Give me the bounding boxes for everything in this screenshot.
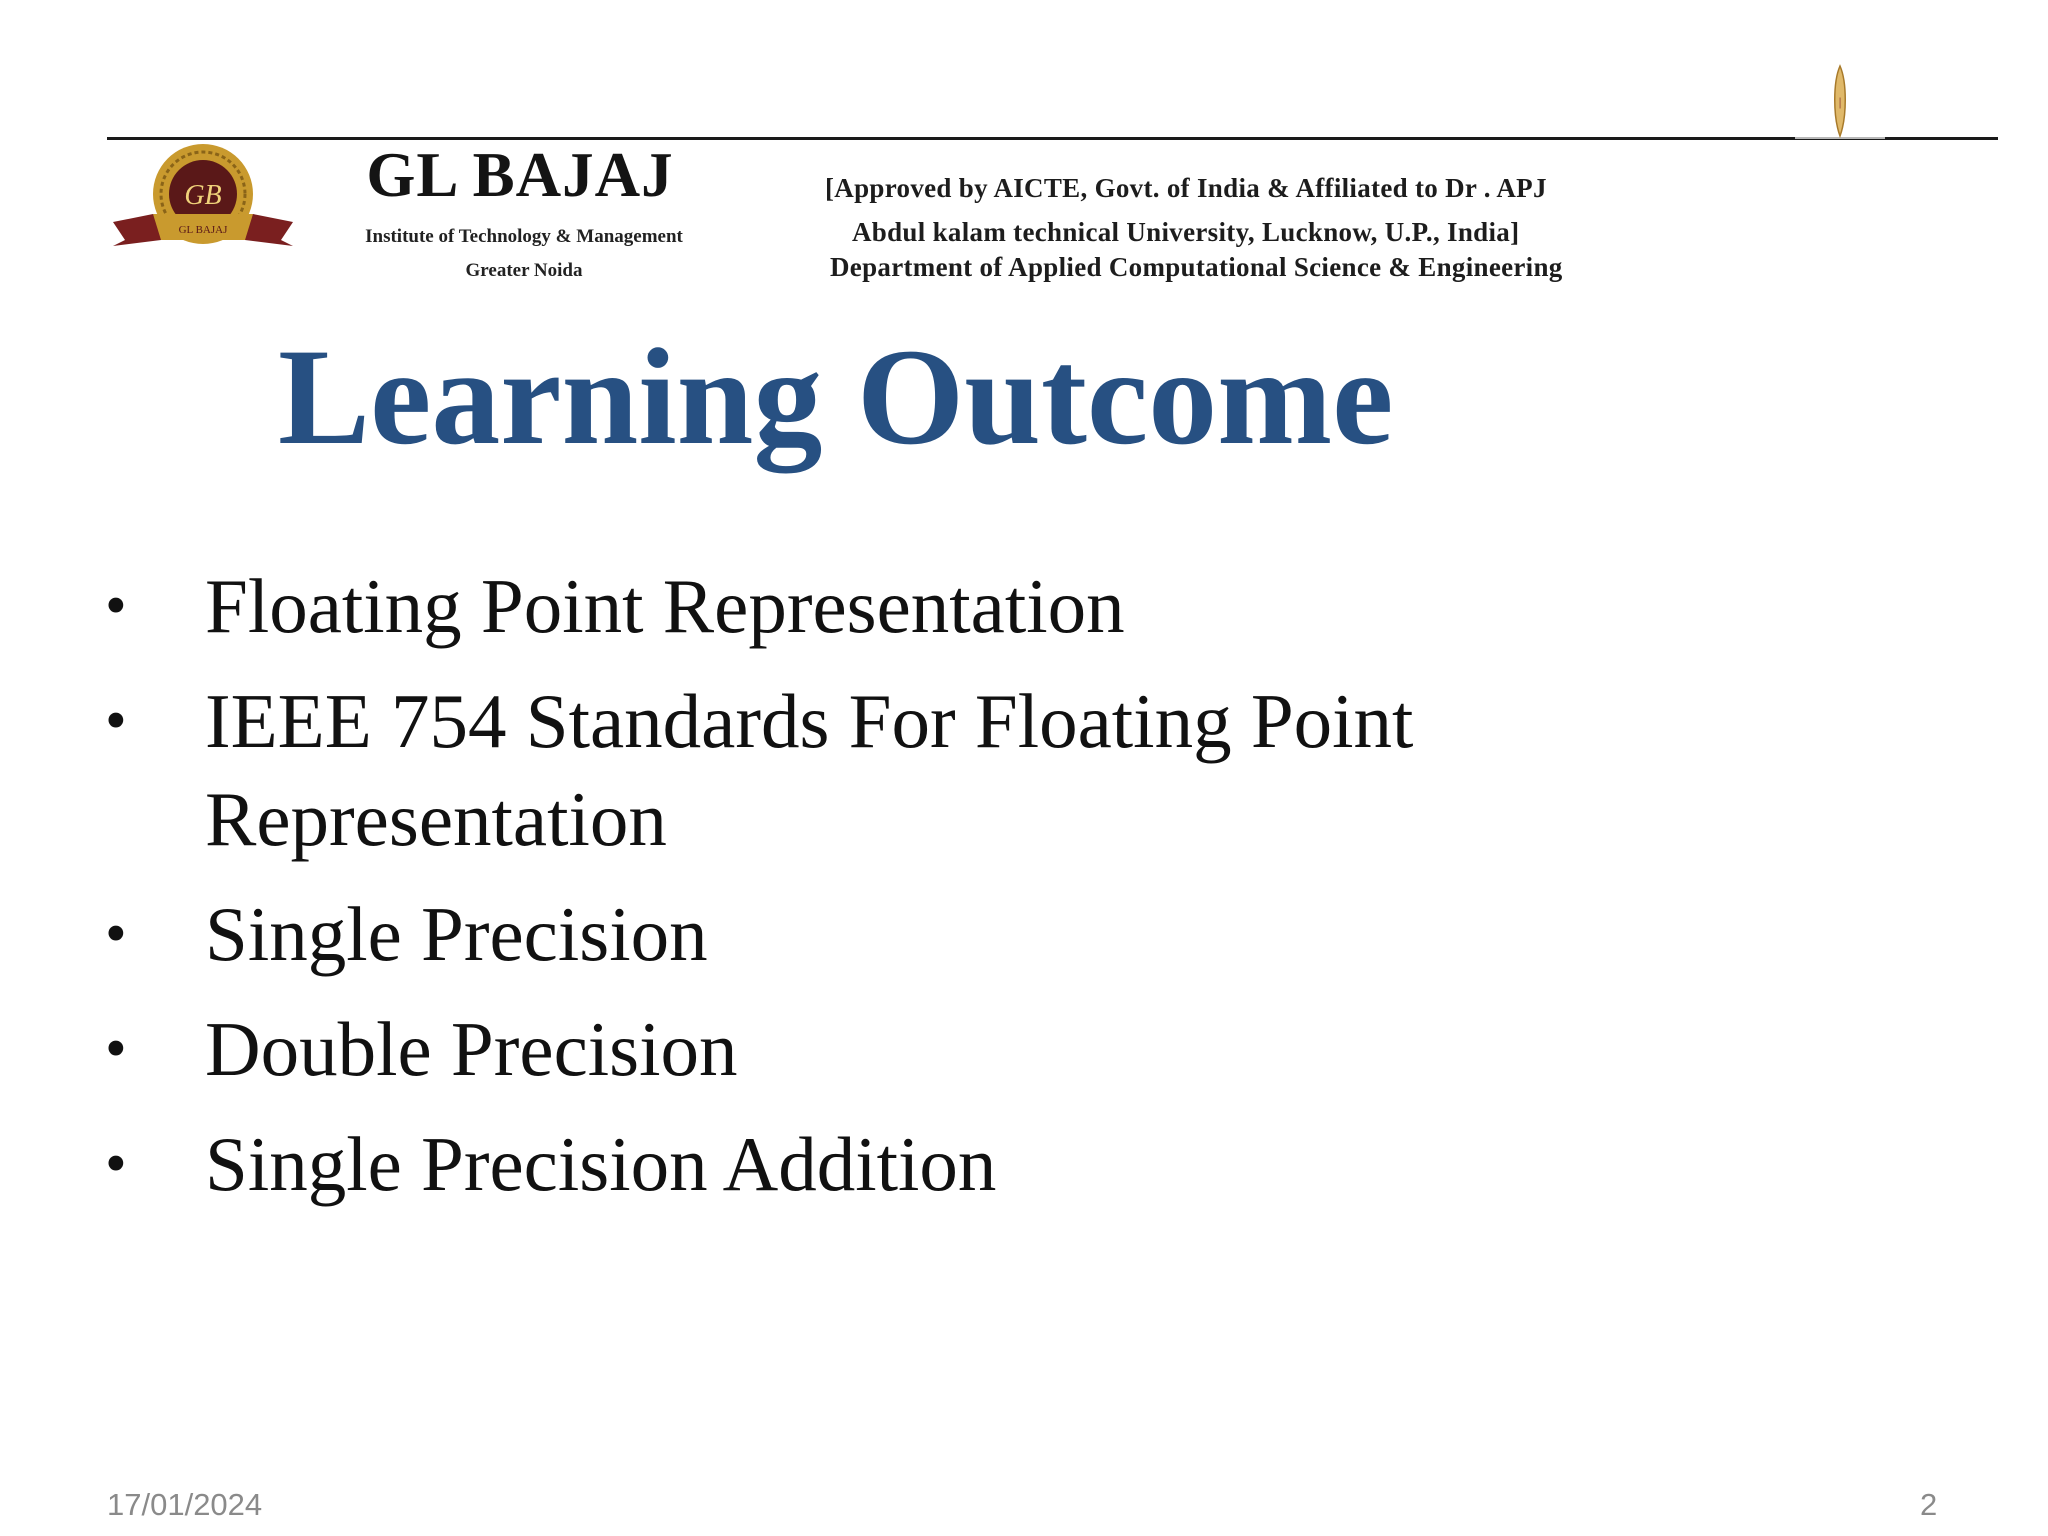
bullet-item — [105, 1000, 1605, 1098]
svg-text:|: | — [1838, 94, 1842, 109]
institute-subtitle: Institute of Technology & Management — [365, 226, 683, 247]
bullet-marker: • — [105, 572, 127, 640]
bullet-item — [105, 885, 1605, 983]
bullet-text: Single Precision Addition — [205, 1121, 997, 1207]
institute-location: Greater Noida — [465, 260, 583, 281]
bullet-item — [105, 672, 1605, 868]
approval-line: [Approved by AICTE, Govt. of India & Affiliated to Dr . APJ — [825, 173, 1547, 203]
department-line: Department of Applied Computational Science & Engineering — [830, 252, 1563, 282]
slide-title: Learning Outcome — [278, 320, 1394, 473]
bullet-marker: • — [105, 900, 127, 968]
bullet-text: IEEE 754 Standards For Floating Point Representation — [205, 678, 1414, 862]
institute-name: GL BAJAJ — [366, 140, 674, 210]
logo-ribbon-text: GL BAJAJ — [178, 224, 228, 236]
university-line: Abdul kalam technical University, Lucknow, U.P., India] — [852, 217, 1520, 247]
institute-header-banner — [105, 140, 1955, 298]
institute-logo — [105, 140, 301, 260]
bullet-text: Floating Point Representation — [205, 563, 1125, 649]
bullet-list — [105, 557, 1605, 1230]
bullet-item — [105, 557, 1605, 655]
bullet-text: Single Precision — [205, 891, 708, 977]
page-number: 2 — [1920, 1487, 1938, 1522]
bullet-text: Double Precision — [205, 1006, 738, 1092]
bullet-marker: • — [105, 687, 127, 755]
corner-emblem-icon — [1795, 62, 1885, 142]
svg-text:GB: GB — [184, 180, 222, 211]
footer-date: 17/01/2024 — [107, 1487, 263, 1522]
bullet-item — [105, 1115, 1605, 1213]
bullet-marker: • — [105, 1130, 127, 1198]
bullet-marker: • — [105, 1015, 127, 1083]
